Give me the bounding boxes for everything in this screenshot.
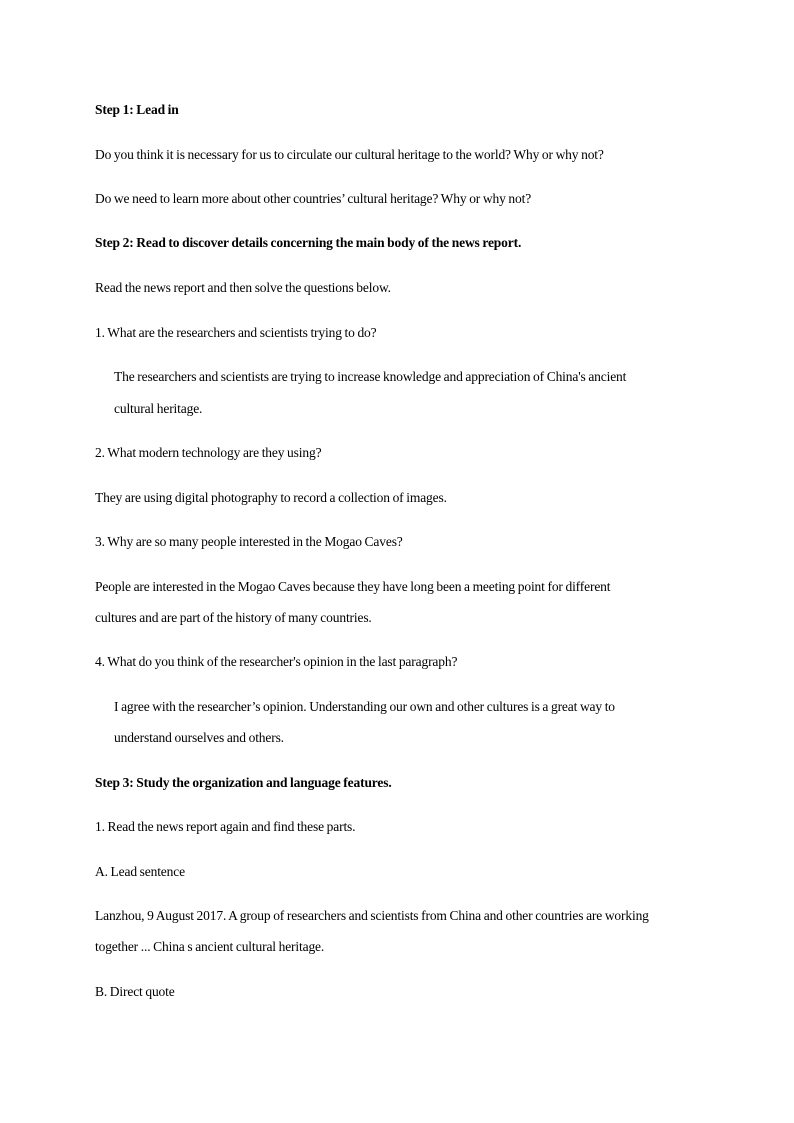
- step3-item-1: 1. Read the news report again and find these parts.: [95, 819, 356, 834]
- step2-answer-1-line-1: The researchers and scientists are trying to increase knowledge and appreciation of China's ancient: [114, 369, 627, 384]
- step2-question-3: 3. Why are so many people interested in the Mogao Caves?: [95, 534, 403, 549]
- step1-question-2: Do we need to learn more about other countries’ cultural heritage? Why or why not?: [95, 191, 532, 206]
- step1-heading: Step 1: Lead in: [95, 102, 179, 117]
- step3-part-a-line-1: Lanzhou, 9 August 2017. A group of researchers and scientists from China and other countries are working: [95, 908, 649, 923]
- step3-part-a-label: A. Lead sentence: [95, 864, 185, 879]
- step2-answer-3-line-2: cultures and are part of the history of many countries.: [95, 610, 372, 625]
- step2-answer-4-line-1: I agree with the researcher’s opinion. Understanding our own and other cultures is a great way to: [114, 699, 615, 714]
- step2-question-1: 1. What are the researchers and scientists trying to do?: [95, 325, 377, 340]
- step2-answer-2: They are using digital photography to record a collection of images.: [95, 490, 447, 505]
- step1-question-1: Do you think it is necessary for us to circulate our cultural heritage to the world? Why or why not?: [95, 147, 604, 162]
- step2-question-4: 4. What do you think of the researcher's opinion in the last paragraph?: [95, 654, 458, 669]
- step2-answer-3-line-1: People are interested in the Mogao Caves because they have long been a meeting point for different: [95, 579, 611, 594]
- step2-instruction: Read the news report and then solve the questions below.: [95, 280, 391, 295]
- step2-answer-1-line-2: cultural heritage.: [114, 401, 203, 416]
- step2-heading: Step 2: Read to discover details concerning the main body of the news report.: [95, 235, 522, 250]
- step3-heading: Step 3: Study the organization and language features.: [95, 775, 392, 790]
- step3-part-b-label: B. Direct quote: [95, 984, 175, 999]
- step2-question-2: 2. What modern technology are they using?: [95, 445, 322, 460]
- step2-answer-4-line-2: understand ourselves and others.: [114, 730, 284, 745]
- step3-part-a-line-2: together ... China s ancient cultural heritage.: [95, 939, 325, 954]
